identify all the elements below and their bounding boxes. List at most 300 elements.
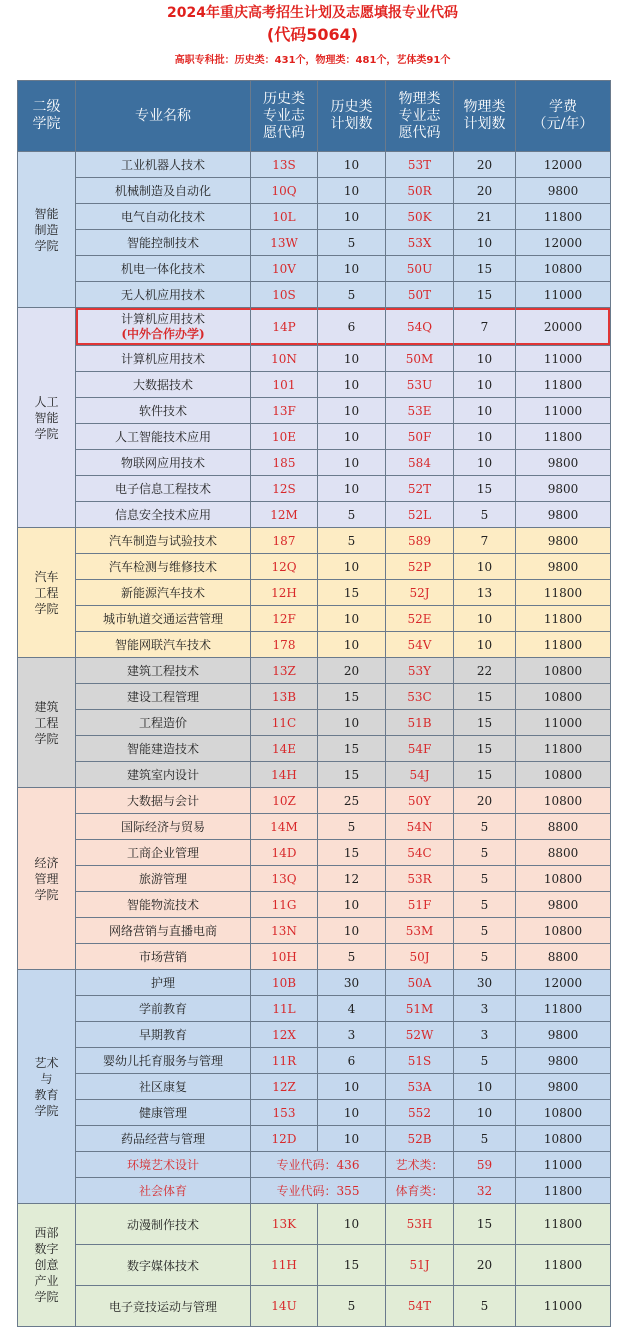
tuition-cell: 9800 — [516, 502, 611, 528]
tuition-cell: 11800 — [516, 1204, 611, 1245]
history-plan-cell: 10 — [318, 398, 386, 424]
tuition-cell: 10800 — [516, 788, 611, 814]
tuition-header: 学费 （元/年） — [516, 81, 611, 152]
history-plan-cell: 10 — [318, 892, 386, 918]
physics-code-cell: 53C — [386, 684, 454, 710]
history-plan-cell: 10 — [318, 1100, 386, 1126]
college-name-line: 工程 — [34, 585, 59, 600]
tuition-cell: 11800 — [516, 204, 611, 230]
history-code-cell: 11C — [251, 710, 318, 736]
physics-plan-cell: 10 — [454, 450, 516, 476]
major-name-cell: 数字媒体技术 — [76, 1245, 251, 1286]
major-name-cell: 婴幼儿托育服务与管理 — [76, 1048, 251, 1074]
physics-plan-cell: 15 — [454, 710, 516, 736]
physics-plan-cell: 10 — [454, 398, 516, 424]
physics-plan-cell: 10 — [454, 424, 516, 450]
major-name-cell: 建筑室内设计 — [76, 762, 251, 788]
college-name-line: 工程 — [34, 715, 59, 730]
tuition-cell: 10800 — [516, 658, 611, 684]
history-code-cell: 12H — [251, 580, 318, 606]
physics-plan-cell: 5 — [454, 840, 516, 866]
major-name-cell: 电气自动化技术 — [76, 204, 251, 230]
physics-code-cell: 589 — [386, 528, 454, 554]
major-name-cell — [76, 308, 251, 346]
major-name-cell: 国际经济与贸易 — [76, 814, 251, 840]
history-code-cell: 13S — [251, 152, 318, 178]
tuition-cell: 10800 — [516, 762, 611, 788]
history-plan-cell: 10 — [318, 1074, 386, 1100]
physics-plan-cell: 15 — [454, 1204, 516, 1245]
tuition-cell: 11800 — [516, 424, 611, 450]
physics-plan-cell: 20 — [454, 1245, 516, 1286]
table-row — [18, 1286, 611, 1327]
physics-code-cell: 54F — [386, 736, 454, 762]
physics-code-cell: 52B — [386, 1126, 454, 1152]
history-plan-cell: 15 — [318, 684, 386, 710]
physics-plan-cell: 3 — [454, 1022, 516, 1048]
table-row — [18, 632, 611, 658]
table-row — [18, 710, 611, 736]
tuition-cell: 11000 — [516, 398, 611, 424]
physics-plan-cell: 15 — [454, 476, 516, 502]
physics-plan-cell: 15 — [454, 282, 516, 308]
history-code-cell: 13B — [251, 684, 318, 710]
major-name-cell: 工商企业管理 — [76, 840, 251, 866]
history-code-cell: 178 — [251, 632, 318, 658]
tuition-cell: 11800 — [516, 580, 611, 606]
history-plan-cell: 15 — [318, 762, 386, 788]
physics-code-cell: 54V — [386, 632, 454, 658]
physics-plan-cell: 5 — [454, 1286, 516, 1327]
table-row — [18, 528, 611, 554]
college-cell — [18, 658, 76, 788]
history-code-cell: 13N — [251, 918, 318, 944]
tuition-cell: 11000 — [516, 346, 611, 372]
art-code-cell: 专业代码：355 — [251, 1178, 386, 1204]
major-name-cell: 城市轨道交通运营管理 — [76, 606, 251, 632]
tuition-cell: 11800 — [516, 606, 611, 632]
history-plan-cell: 10 — [318, 450, 386, 476]
enrollment-plan-table — [17, 80, 611, 1327]
history-plan-cell: 6 — [318, 308, 386, 346]
major-name-cell: 无人机应用技术 — [76, 282, 251, 308]
history-code-cell: 10L — [251, 204, 318, 230]
college-name-line: 学院 — [34, 1290, 59, 1304]
history-plan-cell: 25 — [318, 788, 386, 814]
history-code-cell: 185 — [251, 450, 318, 476]
physics-code-header: 物理类 专业志 愿代码 — [386, 81, 454, 152]
history-code-cell: 13Q — [251, 866, 318, 892]
table-row — [18, 658, 611, 684]
history-code-cell: 10V — [251, 256, 318, 282]
tuition-cell: 9800 — [516, 1048, 611, 1074]
history-code-cell: 14U — [251, 1286, 318, 1327]
history-code-cell: 12Z — [251, 1074, 318, 1100]
college-name-line: 创意 — [34, 1258, 59, 1272]
physics-plan-cell: 10 — [454, 606, 516, 632]
major-name-header: 专业名称 — [76, 81, 251, 152]
major-name-cell: 智能控制技术 — [76, 230, 251, 256]
table-row — [18, 308, 611, 346]
history-code-cell: 187 — [251, 528, 318, 554]
physics-code-cell: 50T — [386, 282, 454, 308]
major-name-cell: 护理 — [76, 970, 251, 996]
table-body — [18, 152, 611, 1327]
history-plan-cell: 5 — [318, 502, 386, 528]
history-plan-cell: 10 — [318, 372, 386, 398]
major-name-cell: 社会体育 — [76, 1178, 251, 1204]
physics-plan-cell: 5 — [454, 918, 516, 944]
table-row — [18, 346, 611, 372]
major-name-cell: 汽车制造与试验技术 — [76, 528, 251, 554]
physics-plan-cell: 10 — [454, 1100, 516, 1126]
table-row — [18, 788, 611, 814]
table-row — [18, 814, 611, 840]
major-name-cell: 早期教育 — [76, 1022, 251, 1048]
physics-code-cell: 50J — [386, 944, 454, 970]
major-name-cell: 工业机器人技术 — [76, 152, 251, 178]
table-row — [18, 282, 611, 308]
history-plan-cell: 10 — [318, 178, 386, 204]
physics-plan-header: 物理类 计划数 — [454, 81, 516, 152]
history-code-cell: 11R — [251, 1048, 318, 1074]
history-code-cell: 10Z — [251, 788, 318, 814]
college-name-line: 学院 — [34, 887, 59, 902]
physics-plan-cell: 5 — [454, 892, 516, 918]
tuition-cell: 11000 — [516, 1286, 611, 1327]
major-name-cell: 信息安全技术应用 — [76, 502, 251, 528]
major-name: 计算机应用技术 — [120, 311, 205, 326]
history-plan-cell: 5 — [318, 282, 386, 308]
history-code-cell: 10B — [251, 970, 318, 996]
major-name-cell: 物联网应用技术 — [76, 450, 251, 476]
school-code: (代码5064) — [266, 25, 359, 44]
history-code-cell: 101 — [251, 372, 318, 398]
table-row — [18, 372, 611, 398]
college-name-line: 制造 — [34, 222, 59, 237]
history-code-cell: 10Q — [251, 178, 318, 204]
history-plan-cell: 5 — [318, 814, 386, 840]
history-plan-cell: 10 — [318, 554, 386, 580]
major-name-cell: 市场营销 — [76, 944, 251, 970]
tuition-cell: 11800 — [516, 632, 611, 658]
physics-plan-cell: 22 — [454, 658, 516, 684]
history-plan-cell: 10 — [318, 152, 386, 178]
physics-code-cell: 54T — [386, 1286, 454, 1327]
table-row — [18, 840, 611, 866]
history-code-cell: 14D — [251, 840, 318, 866]
physics-plan-cell: 20 — [454, 178, 516, 204]
history-plan-cell: 30 — [318, 970, 386, 996]
physics-code-cell: 51F — [386, 892, 454, 918]
tuition-cell: 11000 — [516, 1152, 611, 1178]
major-name-cell: 智能网联汽车技术 — [76, 632, 251, 658]
physics-code-cell: 54C — [386, 840, 454, 866]
history-plan-cell: 15 — [318, 1245, 386, 1286]
college-name-line: 学院 — [34, 1103, 59, 1118]
physics-code-cell: 50F — [386, 424, 454, 450]
college-cell — [18, 152, 76, 308]
college-name-line: 学院 — [34, 426, 59, 441]
physics-plan-cell: 3 — [454, 996, 516, 1022]
major-name-cell: 新能源汽车技术 — [76, 580, 251, 606]
college-cell — [18, 970, 76, 1204]
tuition-cell: 12000 — [516, 230, 611, 256]
tuition-cell: 8800 — [516, 814, 611, 840]
history-code-cell: 10S — [251, 282, 318, 308]
major-name-cell: 环境艺术设计 — [76, 1152, 251, 1178]
art-count-cell: 32 — [454, 1178, 516, 1204]
college-name-line: 产业 — [34, 1274, 59, 1288]
tuition-cell: 9800 — [516, 892, 611, 918]
history-plan-cell: 10 — [318, 710, 386, 736]
tuition-cell: 9800 — [516, 1074, 611, 1100]
physics-code-cell: 52T — [386, 476, 454, 502]
table-row — [18, 1126, 611, 1152]
table-row — [18, 178, 611, 204]
history-code-cell: 12X — [251, 1022, 318, 1048]
major-name-cell: 计算机应用技术 — [76, 346, 251, 372]
physics-code-cell: 52P — [386, 554, 454, 580]
table-row — [18, 152, 611, 178]
history-code-cell: 10H — [251, 944, 318, 970]
table-row — [18, 580, 611, 606]
tuition-cell: 8800 — [516, 944, 611, 970]
major-name-cell: 大数据技术 — [76, 372, 251, 398]
history-plan-cell: 10 — [318, 256, 386, 282]
major-name-cell: 网络营销与直播电商 — [76, 918, 251, 944]
college-name-line: 数字 — [34, 1242, 59, 1256]
major-name-cell: 智能物流技术 — [76, 892, 251, 918]
table-row — [18, 1245, 611, 1286]
cooperation-note: (中外合作办学) — [121, 326, 205, 341]
table-row — [18, 606, 611, 632]
history-code-cell: 13F — [251, 398, 318, 424]
major-name-cell: 电子信息工程技术 — [76, 476, 251, 502]
history-code-cell: 14P — [251, 308, 318, 346]
table-row — [18, 1152, 611, 1178]
history-plan-cell: 10 — [318, 476, 386, 502]
physics-code-cell: 54N — [386, 814, 454, 840]
tuition-cell: 11800 — [516, 372, 611, 398]
tuition-cell: 9800 — [516, 178, 611, 204]
tuition-cell: 9800 — [516, 450, 611, 476]
physics-code-cell: 53A — [386, 1074, 454, 1100]
table-row — [18, 866, 611, 892]
tuition-cell: 11800 — [516, 1245, 611, 1286]
physics-code-cell: 51M — [386, 996, 454, 1022]
table-row — [18, 892, 611, 918]
physics-plan-cell: 15 — [454, 684, 516, 710]
history-plan-cell: 6 — [318, 1048, 386, 1074]
college-name-line: 智能 — [34, 410, 59, 425]
college-name-line: 西部 — [34, 1226, 59, 1240]
physics-plan-cell: 5 — [454, 814, 516, 840]
history-code-header: 历史类 专业志 愿代码 — [251, 81, 318, 152]
table-row — [18, 736, 611, 762]
physics-code-cell: 54J — [386, 762, 454, 788]
physics-plan-cell: 20 — [454, 788, 516, 814]
major-name-cell: 大数据与会计 — [76, 788, 251, 814]
physics-code-cell: 50M — [386, 346, 454, 372]
physics-plan-cell: 10 — [454, 554, 516, 580]
plan-summary: 高职专科批：历史类：431个，物理类：481个，艺体类91个 — [174, 55, 451, 66]
physics-plan-cell: 10 — [454, 1074, 516, 1100]
physics-code-cell: 50A — [386, 970, 454, 996]
history-code-cell: 10E — [251, 424, 318, 450]
history-code-cell: 153 — [251, 1100, 318, 1126]
physics-plan-cell: 15 — [454, 256, 516, 282]
college-name-line: 经济 — [34, 855, 59, 870]
history-code-cell: 14H — [251, 762, 318, 788]
tuition-cell: 11800 — [516, 736, 611, 762]
tuition-cell: 11800 — [516, 1178, 611, 1204]
physics-plan-cell: 10 — [454, 346, 516, 372]
college-cell — [18, 528, 76, 658]
history-plan-cell: 15 — [318, 840, 386, 866]
history-code-cell: 12S — [251, 476, 318, 502]
physics-plan-cell: 10 — [454, 372, 516, 398]
physics-plan-cell: 5 — [454, 944, 516, 970]
history-plan-cell: 15 — [318, 580, 386, 606]
college-name-line: 建筑 — [34, 699, 59, 714]
history-code-cell: 14M — [251, 814, 318, 840]
table-row — [18, 256, 611, 282]
physics-plan-cell: 13 — [454, 580, 516, 606]
table-row — [18, 684, 611, 710]
table-row — [18, 1100, 611, 1126]
history-plan-cell: 15 — [318, 736, 386, 762]
physics-code-cell: 53R — [386, 866, 454, 892]
college-cell — [18, 308, 76, 528]
physics-plan-cell: 20 — [454, 152, 516, 178]
major-name-cell: 药品经营与管理 — [76, 1126, 251, 1152]
table-row — [18, 424, 611, 450]
history-code-cell: 12Q — [251, 554, 318, 580]
tuition-cell: 8800 — [516, 840, 611, 866]
table-header-row — [18, 81, 611, 152]
physics-code-cell: 584 — [386, 450, 454, 476]
history-plan-cell: 5 — [318, 944, 386, 970]
history-code-cell: 12F — [251, 606, 318, 632]
art-code-cell: 专业代码：436 — [251, 1152, 386, 1178]
physics-code-cell: 51S — [386, 1048, 454, 1074]
history-plan-cell: 5 — [318, 528, 386, 554]
major-name-cell: 智能建造技术 — [76, 736, 251, 762]
table-row — [18, 918, 611, 944]
history-plan-cell: 20 — [318, 658, 386, 684]
table-row — [18, 476, 611, 502]
tuition-cell: 9800 — [516, 476, 611, 502]
college-name-line: 学院 — [34, 238, 59, 253]
tuition-cell: 20000 — [516, 308, 611, 346]
history-plan-cell: 3 — [318, 1022, 386, 1048]
history-code-cell: 11H — [251, 1245, 318, 1286]
history-plan-cell: 5 — [318, 1286, 386, 1327]
tuition-cell: 10800 — [516, 918, 611, 944]
history-plan-cell: 10 — [318, 606, 386, 632]
physics-code-cell: 50K — [386, 204, 454, 230]
college-name-line: 学院 — [34, 601, 59, 616]
tuition-cell: 10800 — [516, 684, 611, 710]
history-plan-cell: 10 — [318, 1204, 386, 1245]
physics-plan-cell: 15 — [454, 736, 516, 762]
history-code-cell: 13W — [251, 230, 318, 256]
physics-code-cell: 53T — [386, 152, 454, 178]
major-name-cell: 学前教育 — [76, 996, 251, 1022]
table-row — [18, 996, 611, 1022]
major-name-cell: 旅游管理 — [76, 866, 251, 892]
table-row — [18, 398, 611, 424]
physics-code-cell: 53M — [386, 918, 454, 944]
college-header: 二级 学院 — [18, 81, 76, 152]
physics-plan-cell: 5 — [454, 866, 516, 892]
major-name-cell: 电子竞技运动与管理 — [76, 1286, 251, 1327]
table-row — [18, 970, 611, 996]
physics-plan-cell: 5 — [454, 1048, 516, 1074]
tuition-cell: 10800 — [516, 1100, 611, 1126]
physics-code-cell: 52J — [386, 580, 454, 606]
physics-plan-cell: 7 — [454, 528, 516, 554]
history-plan-cell: 10 — [318, 918, 386, 944]
physics-code-cell: 52E — [386, 606, 454, 632]
page-title: 2024年重庆高考招生计划及志愿填报专业代码 — [167, 5, 458, 21]
tuition-cell: 10800 — [516, 1126, 611, 1152]
physics-code-cell: 53U — [386, 372, 454, 398]
college-name-line: 智能 — [34, 206, 59, 221]
tuition-cell: 9800 — [516, 1022, 611, 1048]
physics-plan-cell: 5 — [454, 502, 516, 528]
major-name-cell: 动漫制作技术 — [76, 1204, 251, 1245]
history-plan-cell: 10 — [318, 1126, 386, 1152]
physics-plan-cell: 5 — [454, 1126, 516, 1152]
major-name-cell: 机械制造及自动化 — [76, 178, 251, 204]
college-name-line: 汽车 — [34, 569, 59, 584]
history-plan-header: 历史类 计划数 — [318, 81, 386, 152]
table-row — [18, 762, 611, 788]
tuition-cell: 9800 — [516, 554, 611, 580]
physics-plan-cell: 15 — [454, 762, 516, 788]
major-name-cell: 机电一体化技术 — [76, 256, 251, 282]
history-code-cell: 13K — [251, 1204, 318, 1245]
college-cell — [18, 788, 76, 970]
physics-code-cell: 50R — [386, 178, 454, 204]
history-code-cell: 11L — [251, 996, 318, 1022]
major-name-cell: 汽车检测与维修技术 — [76, 554, 251, 580]
history-plan-cell: 10 — [318, 204, 386, 230]
table-row — [18, 1178, 611, 1204]
table-row — [18, 1048, 611, 1074]
art-category-cell: 艺术类： — [386, 1152, 454, 1178]
history-code-cell: 12M — [251, 502, 318, 528]
college-name-line: 管理 — [34, 871, 59, 886]
tuition-cell: 10800 — [516, 866, 611, 892]
table-row — [18, 502, 611, 528]
physics-code-cell: 52W — [386, 1022, 454, 1048]
table-row — [18, 204, 611, 230]
tuition-cell: 9800 — [516, 528, 611, 554]
physics-plan-cell: 21 — [454, 204, 516, 230]
physics-plan-cell: 30 — [454, 970, 516, 996]
physics-code-cell: 54Q — [386, 308, 454, 346]
history-code-cell: 10N — [251, 346, 318, 372]
physics-code-cell: 51B — [386, 710, 454, 736]
physics-code-cell: 51J — [386, 1245, 454, 1286]
art-count-cell: 59 — [454, 1152, 516, 1178]
history-plan-cell: 10 — [318, 346, 386, 372]
tuition-cell: 11800 — [516, 996, 611, 1022]
tuition-cell: 11000 — [516, 282, 611, 308]
